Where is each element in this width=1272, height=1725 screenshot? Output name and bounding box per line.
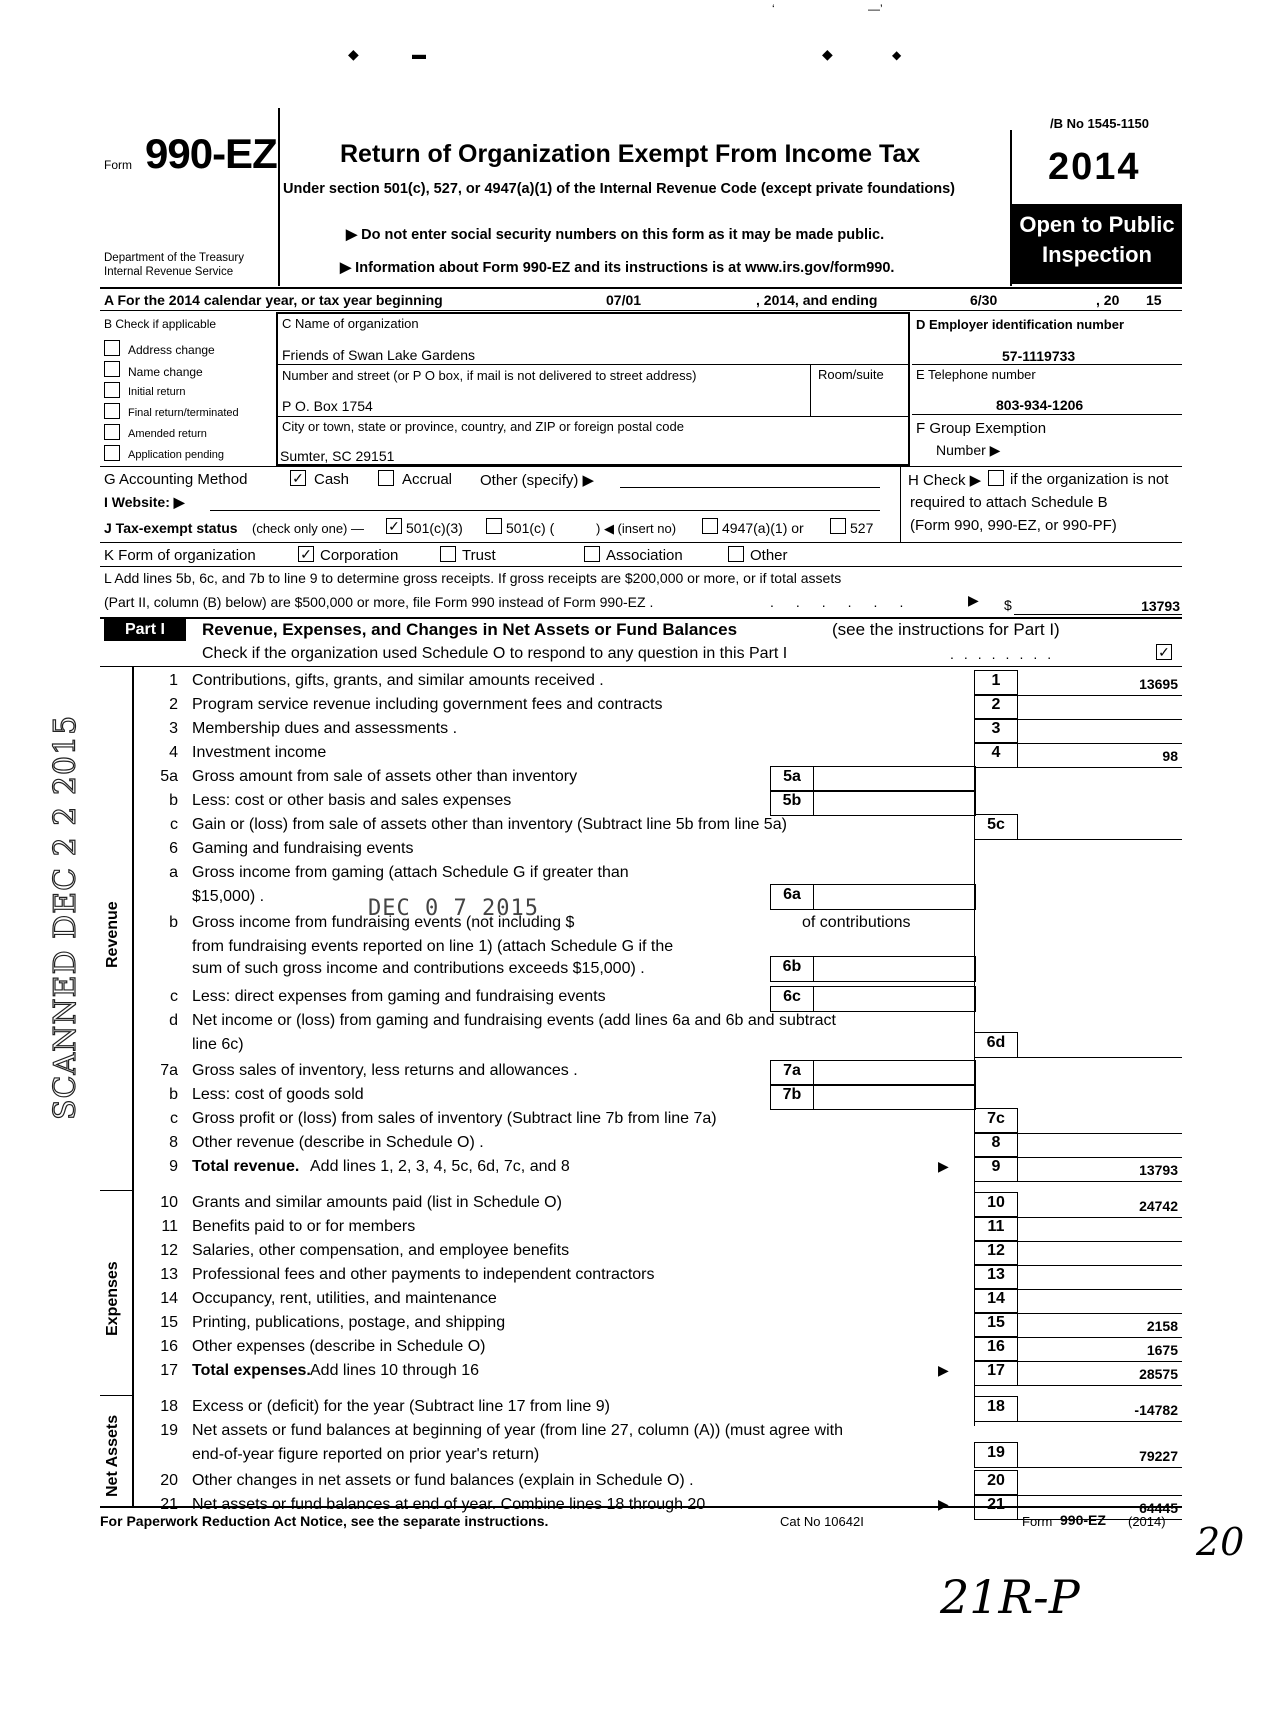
ein-label: D Employer identification number (916, 317, 1125, 332)
line-label: 6d (986, 1034, 1006, 1051)
form-title: Return of Organization Exempt From Income Tax (340, 140, 921, 168)
application-pending-label: Application pending (128, 449, 225, 461)
group-exemption-label: F Group Exemption (916, 420, 1047, 437)
line-amount[interactable]: 28575 (1139, 1366, 1178, 1382)
association-checkbox[interactable] (584, 546, 600, 562)
address-change-label: Address change (128, 343, 215, 357)
line-number: c (170, 816, 178, 833)
line-description: Gross amount from sale of assets other than inventory (192, 768, 578, 785)
line-amount[interactable]: 24742 (1139, 1198, 1178, 1214)
tax-year-begin: 07/01 (606, 292, 642, 308)
line-description: Less: direct expenses from gaming and fundraising events (192, 988, 606, 1005)
street-address[interactable]: P O. Box 1754 (282, 398, 373, 414)
line-description: Salaries, other compensation, and employee benefits (192, 1242, 570, 1259)
amended-return-label: Amended return (128, 428, 207, 440)
line-description: Benefits paid to or for members (192, 1218, 416, 1235)
form-subtitle: Under section 501(c), 527, or 4947(a)(1) of the Internal Revenue Code (except private foundations) (283, 181, 955, 197)
gross-receipts-value[interactable]: 13793 (1141, 598, 1180, 614)
name-change-label: Name change (128, 365, 203, 379)
amount-underline (1018, 1289, 1182, 1290)
address-change-checkbox[interactable] (104, 340, 120, 356)
line-description: Gross income from fundraising events (not including $ (192, 914, 575, 931)
accrual-checkbox[interactable] (378, 470, 394, 486)
line-a-label: A For the 2014 calendar year, or tax year beginning (104, 292, 443, 308)
other-org-label: Other (750, 547, 788, 564)
501c3-checkbox[interactable]: ✓ (386, 518, 402, 534)
org-name[interactable]: Friends of Swan Lake Gardens (282, 347, 475, 363)
dept-line1: Department of the Treasury (104, 252, 244, 264)
line-label: 2 (991, 696, 1001, 713)
inner-amount-field[interactable] (814, 1060, 976, 1086)
line-description: Net assets or fund balances at beginning of year (from line 27, column (A)) (must agree with (192, 1422, 843, 1439)
line-label: 16 (987, 1338, 1005, 1355)
line-description-cont: $15,000) . (192, 888, 265, 905)
4947-label: 4947(a)(1) or (722, 520, 804, 536)
line-label: 10 (987, 1194, 1005, 1211)
amount-underline (1018, 1467, 1182, 1468)
line-number: c (170, 1110, 178, 1127)
line-description: Less: cost of goods sold (192, 1086, 364, 1103)
inner-amount-field[interactable] (814, 956, 976, 982)
line-amount[interactable]: 1675 (1146, 1342, 1178, 1358)
line-number: 19 (160, 1422, 178, 1439)
amount-underline (1018, 1313, 1182, 1314)
line-number: 1 (169, 672, 178, 689)
line-number: 16 (160, 1338, 178, 1355)
line-label: 14 (987, 1290, 1005, 1307)
line-number: 10 (160, 1194, 178, 1211)
line-description: Total expenses. (192, 1362, 311, 1379)
arrow-icon: ▶ (938, 1496, 949, 1512)
schedule-o-checkbox[interactable]: ✓ (1156, 644, 1172, 660)
line-label: 8 (991, 1134, 1001, 1151)
revenue-side-label: Revenue (104, 901, 121, 968)
line-amount[interactable]: 64445 (1139, 1500, 1178, 1516)
received-stamp: DEC 0 7 2015 (368, 896, 539, 921)
footer-paperwork: For Paperwork Reduction Act Notice, see the separate instructions. (100, 1513, 549, 1529)
line-number: 3 (169, 720, 178, 737)
inner-line-label: 5b (782, 792, 802, 809)
tax-exempt-label: J Tax-exempt status (104, 520, 238, 536)
line-label: 5c (987, 816, 1005, 833)
line-description: Printing, publications, postage, and shipping (192, 1314, 506, 1331)
amount-underline (1018, 1181, 1182, 1182)
part1-title-suffix: (see the instructions for Part I) (832, 620, 1060, 639)
corporation-checkbox[interactable]: ✓ (298, 546, 314, 562)
section-c-box (276, 312, 910, 466)
footer-form-prefix: Form (1022, 1514, 1053, 1529)
line-number: 21 (160, 1496, 178, 1513)
line-description: Gross profit or (loss) from sales of inventory (Subtract line 7b from line 7a) (192, 1110, 717, 1127)
line-number: 9 (169, 1158, 178, 1175)
line-number: 5a (160, 768, 178, 785)
line-number: 18 (160, 1398, 178, 1415)
other-org-checkbox[interactable] (728, 546, 744, 562)
line-number: 11 (161, 1218, 178, 1235)
city-state-zip[interactable]: Sumter, SC 29151 (280, 448, 395, 464)
corporation-label: Corporation (320, 547, 399, 564)
inner-line-label: 6a (783, 886, 801, 903)
ssn-notice: ▶ Do not enter social security numbers on this form as it may be made public. (346, 227, 885, 243)
footer-form-number: 990-EZ (1060, 1512, 1106, 1528)
handwritten-note: 21R-P (940, 1570, 1080, 1624)
amount-underline (1018, 695, 1182, 696)
arrow-icon: ▶ (968, 592, 979, 608)
amount-underline (1018, 1495, 1182, 1496)
accounting-method-label: G Accounting Method (104, 471, 248, 488)
trust-checkbox[interactable] (440, 546, 456, 562)
line-description-cont: from fundraising events reported on line 1) (attach Schedule G if the (192, 938, 674, 955)
line-description: Excess or (deficit) for the year (Subtract line 17 from line 9) (192, 1398, 610, 1415)
line-description-cont2: sum of such gross income and contributions exceeds $15,000) . (192, 960, 645, 977)
line-description-cont: line 6c) (192, 1036, 244, 1053)
amount-underline (1018, 1361, 1182, 1362)
street-label: Number and street (or P O box, if mail is not delivered to street address) (282, 368, 697, 383)
line-l-text1: L Add lines 5b, 6c, and 7b to line 9 to determine gross receipts. If gross receipts are $200,000 or more, or if total assets (104, 570, 842, 586)
amount-underline (1018, 1157, 1182, 1158)
inner-amount-field[interactable] (814, 986, 976, 1012)
cash-checkbox[interactable]: ✓ (290, 470, 306, 486)
info-notice: ▶ Information about Form 990-EZ and its instructions is at www.irs.gov/form990. (340, 260, 895, 276)
insert-no-label: ) ◀ (insert no) (596, 521, 677, 536)
amount-underline (1018, 719, 1182, 720)
amount-underline (1018, 1265, 1182, 1266)
line-number: 8 (169, 1134, 178, 1151)
part1-title: Revenue, Expenses, and Changes in Net Assets or Fund Balances (202, 620, 738, 639)
amount-underline (1018, 1133, 1182, 1134)
527-label: 527 (850, 520, 874, 536)
inner-line-label: 5a (783, 768, 801, 785)
line-number: 20 (160, 1472, 178, 1489)
room-suite-label: Room/suite (818, 367, 884, 382)
line-description: Net income or (loss) from gaming and fundraising events (add lines 6a and 6b and subtract (192, 1012, 836, 1029)
line-description: Program service revenue including government fees and contracts (192, 696, 663, 713)
association-label: Association (606, 547, 683, 564)
line-label: 7c (987, 1110, 1005, 1127)
line-amount[interactable]: 98 (1162, 748, 1178, 764)
inner-amount-field[interactable] (814, 790, 976, 816)
ein-value[interactable]: 57-1119733 (1002, 348, 1076, 364)
line-a-mid: , 2014, and ending (756, 292, 878, 308)
accrual-label: Accrual (402, 471, 453, 488)
line-description: Less: cost or other basis and sales expenses (192, 792, 512, 809)
line-h-text1: if the organization is not (1010, 471, 1169, 488)
amount-underline (1018, 767, 1182, 768)
line-number: 2 (169, 696, 178, 713)
line-amount[interactable]: 2158 (1146, 1318, 1178, 1334)
schedule-o-text: Check if the organization used Schedule O to respond to any question in this Part I (202, 645, 788, 662)
line-amount[interactable]: 79227 (1139, 1448, 1178, 1464)
gross-receipts-dollar: $ (1004, 597, 1012, 613)
inner-line-label: 7b (782, 1086, 802, 1103)
line-l-text2: (Part II, column (B) below) are $500,000 or more, file Form 990 instead of Form 990-EZ . (104, 594, 654, 610)
line-number: b (169, 792, 178, 809)
footer-cat: Cat No 10642I (780, 1514, 864, 1529)
line-number: d (169, 1012, 178, 1029)
line-number: a (169, 864, 178, 881)
inner-line-label: 6b (782, 958, 802, 975)
line-label: 18 (987, 1398, 1005, 1415)
line-description: Contributions, gifts, grants, and similar amounts received . (192, 672, 604, 689)
column-divider (974, 766, 975, 1426)
open-public-line2: Inspection (1041, 242, 1152, 267)
line-number: c (170, 988, 178, 1005)
line-description: Professional fees and other payments to independent contractors (192, 1266, 655, 1283)
line-number: 7a (160, 1062, 178, 1079)
form-number: 990-EZ (145, 130, 277, 177)
amount-underline (1018, 1385, 1182, 1386)
form-prefix: Form (104, 158, 132, 172)
line-label: 9 (991, 1158, 1001, 1175)
open-to-public-box (1012, 204, 1182, 284)
form-of-org-label: K Form of organization (104, 547, 256, 564)
arrow-icon: ▶ (938, 1362, 949, 1378)
line-number: b (169, 914, 178, 931)
line-description: Gain or (loss) from sale of assets other than inventory (Subtract line 5b from line 5a) (192, 816, 787, 833)
name-change-checkbox[interactable] (104, 361, 120, 377)
amount-underline (1018, 1057, 1182, 1058)
footer-year: (2014) (1128, 1514, 1166, 1529)
line-label: 21 (987, 1496, 1005, 1513)
amount-underline (1018, 743, 1182, 744)
line-description-rest: Add lines 10 through 16 (310, 1362, 480, 1379)
527-checkbox[interactable] (830, 518, 846, 534)
line-number: 12 (160, 1242, 178, 1259)
line-number: 17 (160, 1362, 178, 1379)
line-description-suffix: of contributions (802, 914, 911, 931)
amount-underline (1018, 1217, 1182, 1218)
line-description: Grants and similar amounts paid (list in Schedule O) (192, 1194, 562, 1211)
line-h-text2: required to attach Schedule B (910, 494, 1108, 511)
line-description: Other revenue (describe in Schedule O) . (192, 1134, 484, 1151)
omb-number: /B No 1545-1150 (1050, 116, 1150, 131)
line-description: Investment income (192, 744, 327, 761)
line-number: b (169, 1086, 178, 1103)
initial-return-checkbox[interactable] (104, 382, 120, 398)
line-number: 4 (169, 744, 178, 761)
line-description: Total revenue. (192, 1158, 300, 1175)
tax-year: 2014 (1048, 146, 1141, 188)
line-description: Other expenses (describe in Schedule O) (192, 1338, 486, 1355)
4947-checkbox[interactable] (702, 518, 718, 534)
line-number: 15 (160, 1314, 178, 1331)
inner-line-label: 6c (783, 988, 801, 1005)
line-label: 12 (987, 1242, 1005, 1259)
initial-return-label: Initial return (128, 386, 186, 398)
line-amount[interactable]: -14782 (1134, 1402, 1178, 1418)
line-label: 13 (987, 1266, 1005, 1283)
line-label: 20 (987, 1472, 1005, 1489)
line-label: 1 (991, 672, 1001, 689)
501c-label: 501(c) ( (506, 520, 555, 536)
line-description: Occupancy, rent, utilities, and maintenance (192, 1290, 497, 1307)
section-b-label: B Check if applicable (104, 317, 217, 331)
line-description: Membership dues and assessments . (192, 720, 458, 737)
line-number: 13 (160, 1266, 178, 1283)
group-number-label: Number ▶ (936, 442, 1001, 458)
line-label: 17 (987, 1362, 1005, 1379)
amended-return-checkbox[interactable] (104, 424, 120, 440)
line-description-cont: end-of-year figure reported on prior year's return) (192, 1446, 540, 1463)
final-return-checkbox[interactable] (104, 403, 120, 419)
line-description: Gaming and fundraising events (192, 840, 414, 857)
expenses-side-label: Expenses (104, 1261, 121, 1336)
arrow-icon: ▶ (938, 1158, 949, 1174)
tax-exempt-hint: (check only one) — (252, 521, 364, 536)
phone-value[interactable]: 803-934-1206 (996, 397, 1084, 413)
cash-label: Cash (314, 471, 350, 488)
inner-amount-field[interactable] (814, 884, 976, 910)
scanned-stamp: SCANNED DEC 2 2 2015 (48, 714, 83, 1120)
open-public-line1: Open to Public (1019, 212, 1175, 237)
line-description: Other changes in net assets or fund balances (explain in Schedule O) . (192, 1472, 694, 1489)
line-number: 6 (169, 840, 178, 857)
inner-amount-field[interactable] (814, 1084, 976, 1110)
501c3-label: 501(c)(3) (406, 520, 463, 536)
tax-year-end: 6/30 (970, 292, 998, 308)
handwritten-page: 20 (1196, 1520, 1245, 1564)
amount-underline (1018, 1337, 1182, 1338)
line-amount[interactable]: 13793 (1139, 1162, 1178, 1178)
line-a-year-prefix: , 20 (1096, 292, 1120, 308)
part1-tag: Part I (104, 619, 186, 641)
inner-amount-field[interactable] (814, 766, 976, 792)
net-assets-side-label: Net Assets (104, 1414, 121, 1497)
other-method-label: Other (specify) ▶ (480, 472, 595, 489)
amount-underline (1018, 1421, 1182, 1422)
amount-underline (1018, 1241, 1182, 1242)
line-label: 11 (987, 1218, 1005, 1235)
org-name-label: C Name of organization (282, 316, 419, 331)
501c-checkbox[interactable] (486, 518, 502, 534)
line-label: 4 (991, 744, 1001, 761)
line-description-rest: Add lines 1, 2, 3, 4, 5c, 6d, 7c, and 8 (310, 1158, 570, 1175)
phone-label: E Telephone number (916, 367, 1036, 382)
line-label: 3 (991, 720, 1001, 737)
final-return-label: Final return/terminated (128, 407, 239, 419)
city-label: City or town, state or province, country, and ZIP or foreign postal code (282, 419, 684, 434)
line-description: Gross sales of inventory, less returns and allowances . (192, 1062, 578, 1079)
website-label: I Website: ▶ (104, 494, 185, 510)
line-number: 14 (160, 1290, 178, 1307)
amount-underline (1018, 839, 1182, 840)
application-pending-checkbox[interactable] (104, 445, 120, 461)
line-label: 15 (987, 1314, 1005, 1331)
line-label: 19 (987, 1444, 1005, 1461)
line-h-check: H Check ▶ (908, 472, 982, 489)
inner-line-label: 7a (783, 1062, 801, 1079)
line-a-year-suffix: 15 (1146, 292, 1162, 308)
line-h-text3: (Form 990, 990-EZ, or 990-PF) (910, 517, 1117, 534)
trust-label: Trust (462, 547, 496, 564)
line-description: Net assets or fund balances at end of year. Combine lines 18 through 20 (192, 1496, 706, 1513)
line-amount[interactable]: 13695 (1139, 676, 1178, 692)
schedule-b-checkbox[interactable] (988, 470, 1004, 486)
dept-line2: Internal Revenue Service (104, 266, 234, 278)
line-description: Gross income from gaming (attach Schedule G if greater than (192, 864, 629, 881)
